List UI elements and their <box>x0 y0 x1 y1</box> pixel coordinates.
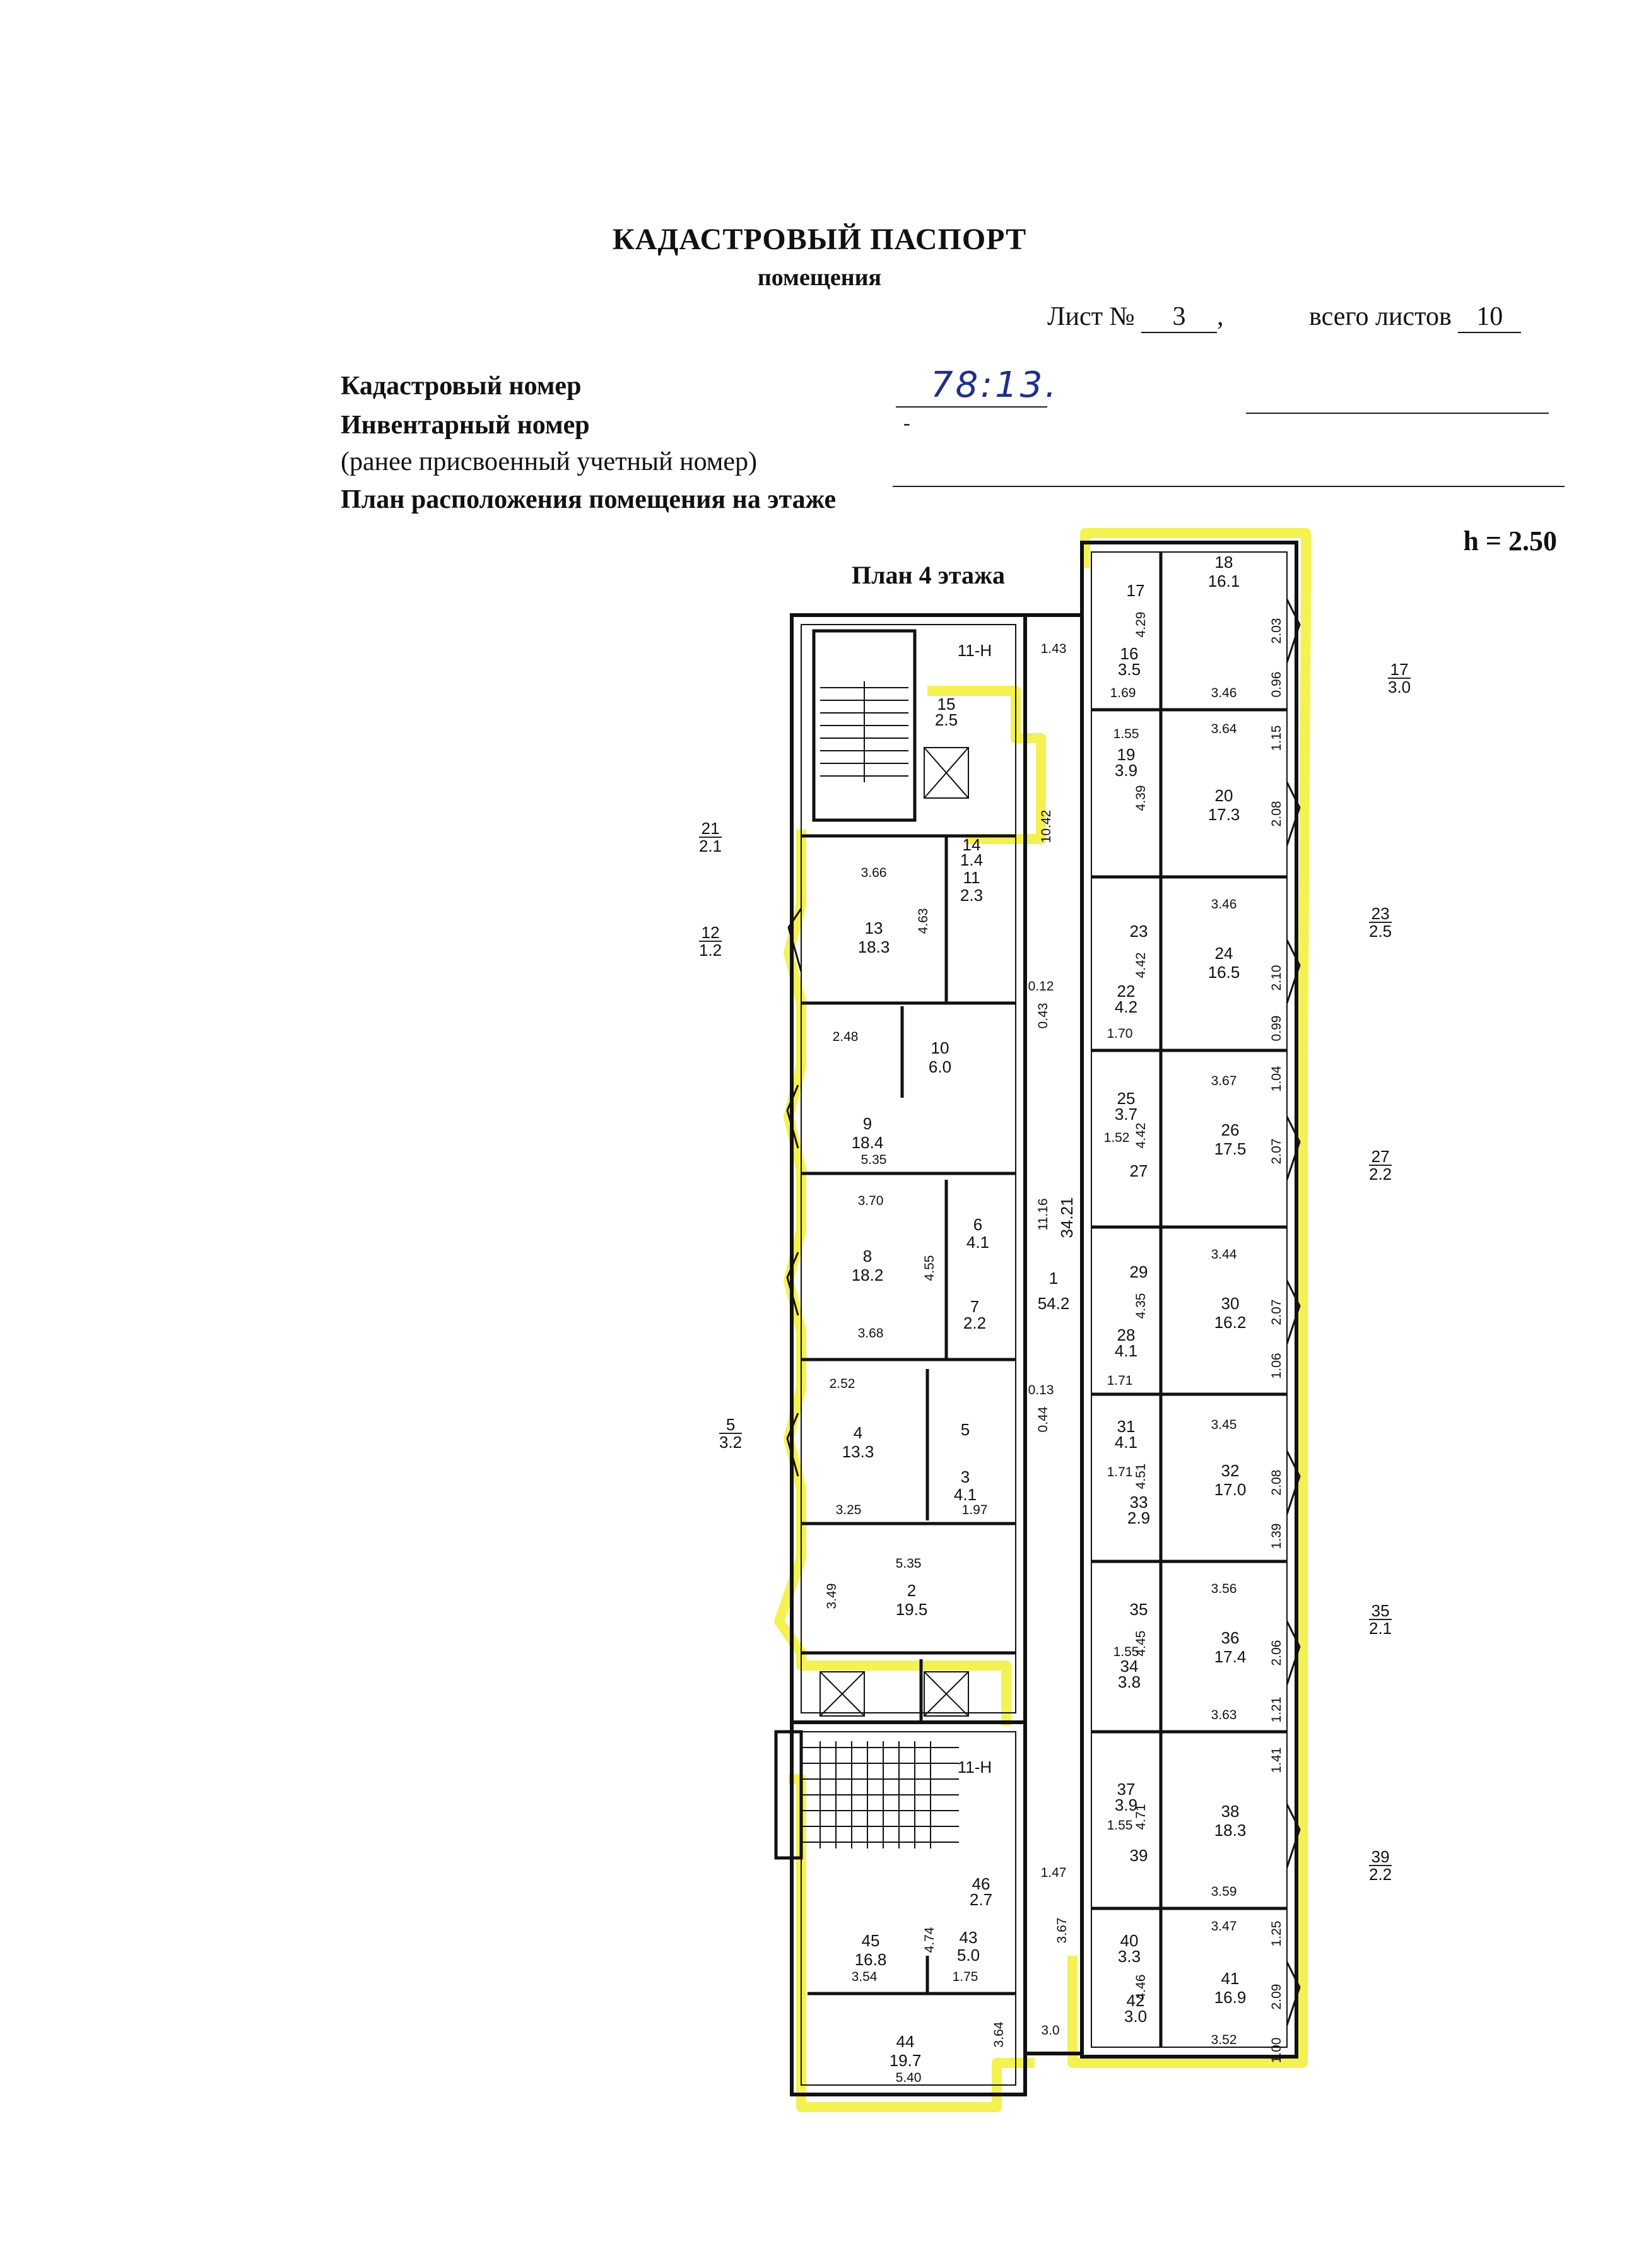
dim: 11.16 <box>1036 1198 1050 1231</box>
dim: 3.45 <box>1211 1418 1237 1432</box>
room-23-number: 23 <box>1129 922 1148 941</box>
room-5-number: 5 <box>960 1420 970 1439</box>
dim: 2.08 <box>1269 1469 1284 1496</box>
room-2-area: 19.5 <box>895 1600 928 1619</box>
balcony-17: 17 3.0 <box>1388 660 1411 696</box>
room-4-number: 4 <box>853 1423 863 1442</box>
room-40-area: 3.3 <box>1117 1947 1141 1966</box>
room-45-area: 16.8 <box>854 1950 887 1969</box>
dim: 1.39 <box>1269 1523 1284 1549</box>
room-25-area: 3.7 <box>1114 1105 1138 1124</box>
room-15-number: 15 <box>937 695 956 714</box>
dim: 1.21 <box>1269 1696 1284 1723</box>
total-sheets-label: всего листов <box>1309 302 1452 331</box>
room-38-area: 18.3 <box>1214 1821 1247 1840</box>
dim: 1.75 <box>952 1970 978 1984</box>
dim: 10.42 <box>1039 809 1054 843</box>
room-19-number: 19 <box>1117 745 1136 764</box>
left-partitions <box>801 836 1016 1994</box>
room-42-area: 3.0 <box>1124 2007 1148 2026</box>
dim: 3.52 <box>1211 2033 1237 2047</box>
dim: 3.46 <box>1211 897 1237 912</box>
room-6-area: 4.1 <box>966 1233 990 1252</box>
balcony-23: 23 2.5 <box>1369 904 1392 941</box>
balcony-27: 27 2.2 <box>1369 1147 1392 1184</box>
room-20-area: 17.3 <box>1207 805 1240 824</box>
room-19-area: 3.9 <box>1114 761 1138 780</box>
dim: 3.67 <box>1055 1917 1069 1944</box>
balcony-12: 12 1.2 <box>699 923 722 960</box>
dim: 1.55 <box>1113 727 1139 741</box>
document-subtitle: помещения <box>757 264 882 291</box>
room-46-area: 2.7 <box>969 1890 993 1909</box>
stairs-bottom <box>801 1741 959 1848</box>
dim: 3.63 <box>1211 1708 1237 1722</box>
dim: 2.08 <box>1269 801 1284 827</box>
dim: 3.64 <box>1211 722 1237 736</box>
dim: 1.47 <box>1040 1866 1067 1880</box>
room-6-number: 6 <box>973 1215 983 1234</box>
dim: 0.12 <box>1028 979 1054 994</box>
room-15-area: 2.5 <box>934 710 958 729</box>
room-2-number: 2 <box>907 1581 917 1600</box>
room-3-area: 4.1 <box>953 1485 977 1504</box>
room-42-number: 42 <box>1126 1991 1145 2010</box>
dim: 0.43 <box>1036 1002 1050 1029</box>
room-16-area: 3.5 <box>1117 660 1141 679</box>
room-41-area: 16.9 <box>1214 1988 1247 2007</box>
room-31-number: 31 <box>1117 1417 1136 1436</box>
dim: 3.25 <box>835 1503 862 1517</box>
dim: 3.67 <box>1211 1074 1237 1088</box>
sheet-number: 3 <box>1141 302 1217 333</box>
room-13-area: 18.3 <box>857 937 890 956</box>
dim: 4.74 <box>922 1927 937 1953</box>
room-11-number: 11 <box>963 868 980 887</box>
dim: 4.35 <box>1134 1293 1148 1319</box>
dim: 3.46 <box>1211 686 1237 700</box>
room-30-number: 30 <box>1221 1294 1240 1313</box>
room-28-number: 28 <box>1117 1325 1136 1344</box>
inventory-number-value: - <box>903 411 910 434</box>
room-35-number: 35 <box>1129 1600 1148 1619</box>
dim: 0.13 <box>1028 1383 1054 1397</box>
room-3-number: 3 <box>960 1467 970 1486</box>
room-8-area: 18.2 <box>851 1266 884 1284</box>
dim: 4.51 <box>1134 1463 1148 1489</box>
dim: 3.49 <box>825 1583 839 1609</box>
previous-number-label: (ранее присвоенный учетный номер) <box>341 447 758 476</box>
dim: 1.41 <box>1269 1747 1284 1773</box>
sheet-separator: , <box>1217 302 1224 331</box>
dim: 4.42 <box>1134 952 1148 978</box>
dim: 3.64 <box>992 2021 1006 2048</box>
room-24-area: 16.5 <box>1207 963 1240 982</box>
corridor-1-number: 1 <box>1049 1269 1059 1288</box>
room-45-number: 45 <box>861 1931 880 1950</box>
room-24-number: 24 <box>1214 944 1233 963</box>
dim: 4.55 <box>922 1255 937 1281</box>
stair-label-bottom: 11-Н <box>957 1758 992 1777</box>
dim: 4.42 <box>1134 1122 1148 1149</box>
room-36-area: 17.4 <box>1214 1647 1247 1666</box>
dim: 4.45 <box>1134 1630 1148 1657</box>
room-14-number: 14 <box>962 835 981 854</box>
plan-location-label: План расположения помещения на этаже <box>341 485 837 514</box>
room-38-number: 38 <box>1221 1802 1240 1821</box>
room-26-area: 17.5 <box>1214 1139 1247 1158</box>
dim: 3.68 <box>857 1326 884 1341</box>
dim: 0.44 <box>1036 1406 1050 1433</box>
room-27-number: 27 <box>1129 1161 1148 1180</box>
dim: 1.06 <box>1269 1353 1284 1379</box>
dim: 1.52 <box>1103 1131 1130 1145</box>
corridor-length: 34.21 <box>1057 1197 1076 1238</box>
room-7-number: 7 <box>970 1297 980 1316</box>
inventory-number-label: Инвентарный номер <box>341 411 590 440</box>
room-40-number: 40 <box>1120 1931 1139 1950</box>
ceiling-height: h = 2.50 <box>1463 526 1557 556</box>
dim: 4.46 <box>1134 1974 1148 2001</box>
total-sheets-number: 10 <box>1458 302 1521 333</box>
balcony-21: 21 2.1 <box>699 819 722 855</box>
room-44-number: 44 <box>896 2032 915 2051</box>
room-13-number: 13 <box>864 919 883 937</box>
room-7-area: 2.2 <box>963 1313 987 1332</box>
room-37-number: 37 <box>1117 1780 1136 1799</box>
room-11-area: 2.3 <box>960 886 984 905</box>
dim: 2.06 <box>1269 1640 1284 1666</box>
dim: 3.47 <box>1211 1919 1237 1934</box>
room-22-area: 4.2 <box>1114 997 1138 1016</box>
room-43-number: 43 <box>959 1928 978 1947</box>
balcony-5: 5 3.2 <box>719 1415 743 1452</box>
sheet-label: Лист № <box>1047 302 1135 331</box>
dim: 2.03 <box>1269 618 1284 644</box>
room-41-number: 41 <box>1221 1969 1240 1988</box>
floor-plan-caption: План 4 этажа <box>852 561 1006 589</box>
dim: 2.07 <box>1269 1138 1284 1165</box>
dim: 4.39 <box>1134 785 1148 811</box>
dim: 1.25 <box>1269 1920 1284 1947</box>
dim: 2.10 <box>1269 965 1284 991</box>
dim: 4.29 <box>1134 611 1148 638</box>
dim: 2.09 <box>1269 1983 1284 2010</box>
balcony-39: 39 2.2 <box>1369 1847 1392 1884</box>
room-16-number: 16 <box>1120 644 1139 663</box>
room-37-area: 3.9 <box>1114 1795 1138 1814</box>
dim: 3.0 <box>1041 2023 1060 2038</box>
dim: 3.56 <box>1211 1582 1237 1596</box>
cadastral-number-value: 78:13. <box>931 365 1059 406</box>
room-43-area: 5.0 <box>956 1946 980 1965</box>
dim: 3.66 <box>861 866 887 880</box>
corridor-1-area: 54.2 <box>1037 1294 1070 1313</box>
room-17-number: 17 <box>1126 581 1145 600</box>
room-26-number: 26 <box>1221 1120 1240 1139</box>
stair-label-top: 11-Н <box>957 641 992 660</box>
dim: 3.59 <box>1211 1884 1237 1899</box>
room-32-number: 32 <box>1221 1461 1240 1480</box>
room-44-area: 19.7 <box>889 2051 922 2070</box>
dim: 3.44 <box>1211 1247 1237 1262</box>
dim: 0.99 <box>1269 1015 1284 1042</box>
dim: 1.55 <box>1107 1818 1133 1833</box>
room-29-number: 29 <box>1129 1262 1148 1281</box>
dim: 1.55 <box>1113 1645 1139 1659</box>
dim: 5.35 <box>895 1556 922 1571</box>
cadastral-number-label: Кадастровый номер <box>341 372 582 401</box>
room-18-number: 18 <box>1214 553 1233 572</box>
room-10-number: 10 <box>931 1038 949 1057</box>
dim: 2.48 <box>832 1030 859 1044</box>
room-25-number: 25 <box>1117 1089 1136 1108</box>
room-30-area: 16.2 <box>1214 1313 1247 1332</box>
dim: 1.70 <box>1107 1026 1133 1041</box>
room-9-number: 9 <box>862 1114 872 1133</box>
dim: 1.97 <box>961 1503 988 1517</box>
stairs-top <box>820 681 908 782</box>
dim: 1.71 <box>1107 1373 1133 1388</box>
dim: 2.52 <box>829 1377 855 1391</box>
dim: 5.35 <box>861 1153 887 1167</box>
room-32-area: 17.0 <box>1214 1480 1247 1499</box>
room-46-number: 46 <box>972 1874 990 1893</box>
dim: 3.70 <box>857 1194 884 1208</box>
dim: 1.04 <box>1269 1066 1284 1092</box>
room-34-number: 34 <box>1120 1657 1139 1676</box>
dim: 1.71 <box>1107 1465 1133 1479</box>
room-31-area: 4.1 <box>1114 1433 1138 1452</box>
room-33-area: 2.9 <box>1127 1508 1151 1527</box>
room-36-number: 36 <box>1221 1628 1240 1647</box>
dim: 2.07 <box>1269 1299 1284 1325</box>
room-8-number: 8 <box>862 1247 872 1266</box>
dim: 0.96 <box>1269 671 1284 698</box>
room-9-area: 18.4 <box>851 1133 884 1152</box>
room-34-area: 3.8 <box>1117 1672 1141 1691</box>
dim: 1.69 <box>1110 686 1136 700</box>
room-39-number: 39 <box>1129 1846 1148 1865</box>
dim: 5.40 <box>895 2071 922 2085</box>
dim: 1.15 <box>1269 725 1284 751</box>
room-14-area: 1.4 <box>960 850 984 869</box>
dim: 1.43 <box>1040 642 1067 656</box>
document-title: КАДАСТРОВЫЙ ПАСПОРТ <box>612 223 1027 256</box>
dim: 3.54 <box>851 1970 878 1984</box>
room-4-area: 13.3 <box>842 1442 874 1461</box>
room-22-number: 22 <box>1117 982 1136 1001</box>
dim: 4.71 <box>1134 1804 1148 1830</box>
room-28-area: 4.1 <box>1114 1341 1138 1360</box>
room-18-area: 16.1 <box>1207 572 1240 591</box>
balcony-35: 35 2.1 <box>1369 1601 1392 1638</box>
room-33-number: 33 <box>1129 1493 1148 1512</box>
room-10-area: 6.0 <box>928 1057 952 1076</box>
dim: 1.00 <box>1269 2037 1284 2064</box>
room-20-number: 20 <box>1214 786 1233 805</box>
dim: 4.63 <box>916 908 931 934</box>
